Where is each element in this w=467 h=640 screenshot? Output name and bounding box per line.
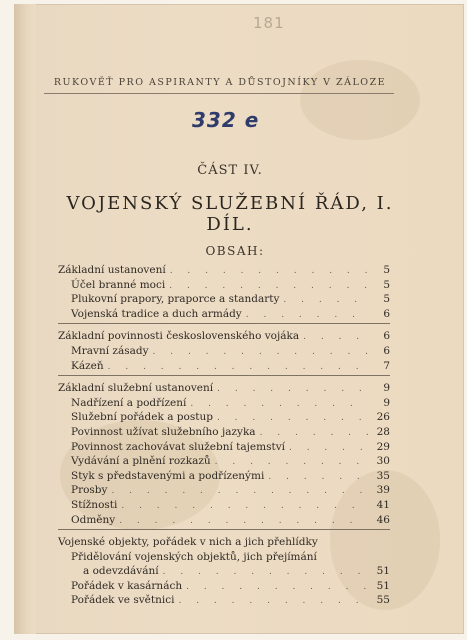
toc-entry [58,513,390,528]
toc-entry-label: Pořádek v kasárnách [71,579,183,592]
paper-stain [300,60,420,140]
toc-entry-page: 9 [383,382,390,395]
toc-leader-dots [260,426,368,441]
toc-leader-dots [163,565,368,580]
toc-entry [58,329,390,344]
toc-entry [58,564,390,579]
toc-entry-label: Základní služební ustanovení [58,382,214,395]
toc-entry-label: Kázeň [71,359,104,372]
toc-entry-label: Prosby [71,484,108,497]
toc-entry-label: Vojenské objekty, pořádek v nich a jich přehlídky [58,536,318,549]
toc-entry-label: Služební pořádek a postup [71,411,213,424]
toc-entry-label: Vojenská tradice a duch armády [71,307,242,320]
toc-leader-dots [178,594,368,609]
toc-entry-page: 35 [376,469,390,482]
toc-entry-label: Povinnost zachovávat služební tajemství [71,440,285,453]
part-label: ČÁST IV. [197,163,263,178]
toc-leader-dots [111,484,368,499]
page-fold [14,4,36,634]
toc-entry-label: Účel branné moci [71,278,166,291]
toc-entry-page: 39 [376,484,390,497]
toc-entry-label: Přidělování vojenských objektů, jich přejímání [71,550,317,563]
toc-entry-page: 6 [383,330,390,343]
toc-entry [58,278,390,293]
toc-leader-dots [186,580,368,595]
toc-entry [58,550,390,565]
toc-entry [58,396,390,411]
toc-leader-dots [119,514,368,529]
toc-leader-dots [215,455,368,470]
toc-entry [58,454,390,469]
toc-entry-page: 6 [383,307,390,320]
toc-entry [58,359,390,374]
toc-leader-dots [283,293,368,308]
toc-leader-dots [121,499,368,514]
toc-entry-page: 46 [376,513,390,526]
section-divider [58,323,390,324]
toc-entry-page: 26 [376,411,390,424]
toc-leader-dots [153,345,368,360]
toc-entry-page: 5 [383,264,390,276]
toc-entry [58,307,390,322]
toc-entry [58,292,390,307]
toc-entry-label: Pořádek ve světnici [71,594,175,607]
toc-entry [58,593,390,608]
toc-entry [58,263,390,278]
toc-entry-label: Základní povinnosti československého vojáka [58,330,300,343]
toc-entry-page: 9 [383,396,390,409]
toc-entry-label: Základní ustanovení [58,264,166,276]
toc-entry-page: 51 [376,579,390,592]
toc-entry-label: Mravní zásady [71,344,149,357]
toc-entry [58,579,390,594]
toc-entry-label: Plukovní prapory, praporce a standarty [71,293,280,306]
toc-leader-dots [246,308,368,323]
toc-entry-page: 28 [376,425,390,438]
toc-entry [58,535,390,550]
toc-entry [58,440,390,455]
toc-entry [58,344,390,359]
header-rule [44,93,394,94]
handwritten-mark: 332 e [192,108,260,132]
section-divider [58,375,390,376]
toc-entry-page: 29 [376,440,390,453]
toc-entry-page: 41 [376,498,390,511]
toc-entry-label: Styk s představenými a podřízenými [71,469,265,482]
toc-entry [58,469,390,484]
toc-entry-label: Nadřízení a podřízení [71,396,187,409]
contents-heading: OBSAH: [205,244,265,258]
series-header: RUKOVĚŤ PRO ASPIRANTY A DŮSTOJNÍKY V ZÁLOZE [53,77,387,88]
toc-entry-label: Stížnosti [71,498,118,511]
toc-leader-dots [170,264,368,279]
toc-leader-dots [268,470,368,485]
toc-entry [58,498,390,513]
toc-leader-dots [169,279,368,294]
toc-entry-page: 7 [383,359,390,372]
toc-entry-page: 30 [376,455,390,468]
toc-entry [58,425,390,440]
toc-leader-dots [289,441,368,456]
pencil-note: 181 [253,14,285,32]
toc-entry-label: a odevzdávání [83,565,159,578]
toc-leader-dots [108,360,368,375]
toc-entry-label: Vydávání a plnění rozkazů [71,455,211,468]
toc-entry-page: 6 [383,344,390,357]
toc-entry-page: 55 [376,594,390,607]
toc-entry-page: 5 [383,278,390,291]
toc-leader-dots [190,397,368,412]
toc-entry-label: Odměny [71,513,116,526]
table-of-contents [58,263,390,608]
page-title: VOJENSKÝ SLUŽEBNÍ ŘÁD, I. DÍL. [66,193,394,235]
toc-entry-label: Povinnost užívat služebního jazyka [71,425,256,438]
toc-entry-page: 5 [383,293,390,306]
toc-entry-page: 51 [376,565,390,578]
toc-leader-dots [217,382,368,397]
toc-entry [58,381,390,396]
toc-leader-dots [303,330,368,345]
toc-leader-dots [217,411,368,426]
section-divider [58,529,390,530]
toc-entry [58,410,390,425]
toc-entry [58,483,390,498]
